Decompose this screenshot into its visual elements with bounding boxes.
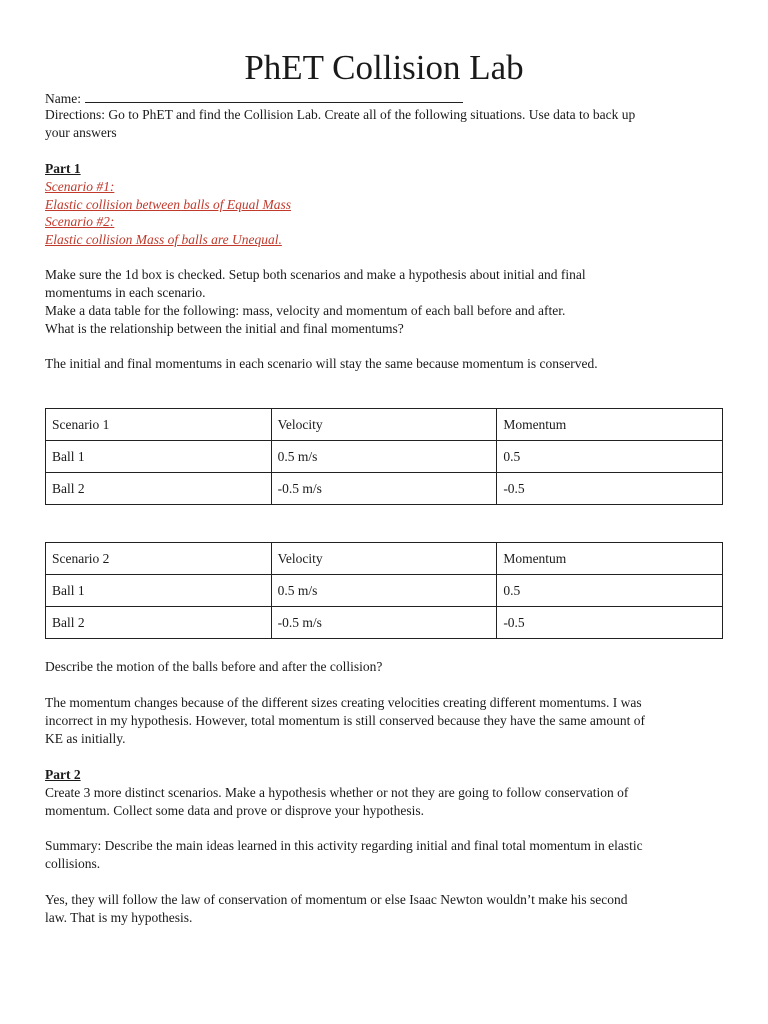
- scenario2-label: Scenario #2:: [45, 214, 115, 229]
- page-title: PhET Collision Lab: [244, 48, 524, 87]
- table-cell: 0.5: [497, 575, 723, 607]
- part2-instruction: momentum. Collect some data and prove or disprove your hypothesis.: [45, 803, 425, 818]
- part1-heading: Part 1: [45, 161, 81, 176]
- table-header-cell: Scenario 1: [46, 409, 272, 441]
- scenario1-table: [45, 408, 723, 505]
- table-row: [46, 473, 723, 505]
- scenario1-description: Elastic collision between balls of Equal Mass: [45, 197, 291, 212]
- question-text: Describe the motion of the balls before and after the collision?: [45, 659, 383, 674]
- table-cell: 0.5 m/s: [271, 575, 497, 607]
- conclusion-line: Yes, they will follow the law of conservation of momentum or else Isaac Newton wouldn’t make his second: [45, 892, 628, 907]
- answer-line: The momentum changes because of the different sizes creating velocities creating different momentums. I was: [45, 695, 642, 710]
- name-blank-line: [85, 89, 463, 103]
- part1-instruction: Make a data table for the following: mass, velocity and momentum of each ball before and after.: [45, 303, 566, 318]
- table-row: [46, 607, 723, 639]
- table-cell: 0.5: [497, 441, 723, 473]
- table-header-cell: Velocity: [271, 543, 497, 575]
- part1-instruction: Make sure the 1d box is checked. Setup both scenarios and make a hypothesis about initial and final: [45, 267, 586, 282]
- part1-instruction: momentums in each scenario.: [45, 285, 206, 300]
- summary-line: Summary: Describe the main ideas learned in this activity regarding initial and final total momentum in elastic: [45, 838, 643, 853]
- table-cell: 0.5 m/s: [271, 441, 497, 473]
- directions-line: Directions: Go to PhET and find the Collision Lab. Create all of the following situations. Use data to back up: [45, 107, 636, 122]
- table-cell: -0.5: [497, 607, 723, 639]
- table-cell: Ball 1: [46, 441, 272, 473]
- table-cell: Ball 1: [46, 575, 272, 607]
- table-header-cell: Momentum: [497, 543, 723, 575]
- answer-line: KE as initially.: [45, 731, 126, 746]
- summary-line: collisions.: [45, 856, 101, 871]
- table-header-cell: Velocity: [271, 409, 497, 441]
- table-header-cell: Scenario 2: [46, 543, 272, 575]
- table-header-row: [46, 543, 723, 575]
- hypothesis-text: The initial and final momentums in each scenario will stay the same because momentum is conserved.: [45, 356, 598, 371]
- scenario2-table: [45, 542, 723, 639]
- conclusion-line: law. That is my hypothesis.: [45, 910, 193, 925]
- table-cell: Ball 2: [46, 473, 272, 505]
- table-cell: Ball 2: [46, 607, 272, 639]
- name-label: Name:: [45, 91, 81, 106]
- part2-heading: Part 2: [45, 767, 81, 782]
- scenario1-label: Scenario #1:: [45, 179, 115, 194]
- scenario2-description: Elastic collision Mass of balls are Unequal.: [45, 232, 282, 247]
- table-cell: -0.5 m/s: [271, 607, 497, 639]
- table-row: [46, 441, 723, 473]
- table-cell: -0.5: [497, 473, 723, 505]
- table-row: [46, 575, 723, 607]
- table-cell: -0.5 m/s: [271, 473, 497, 505]
- table-header-row: [46, 409, 723, 441]
- part2-instruction: Create 3 more distinct scenarios. Make a hypothesis whether or not they are going to follow conservation of: [45, 785, 629, 800]
- directions-line: your answers: [45, 125, 117, 140]
- part1-instruction: What is the relationship between the initial and final momentums?: [45, 321, 404, 336]
- table-header-cell: Momentum: [497, 409, 723, 441]
- answer-line: incorrect in my hypothesis. However, total momentum is still conserved because they have the same amount of: [45, 713, 646, 728]
